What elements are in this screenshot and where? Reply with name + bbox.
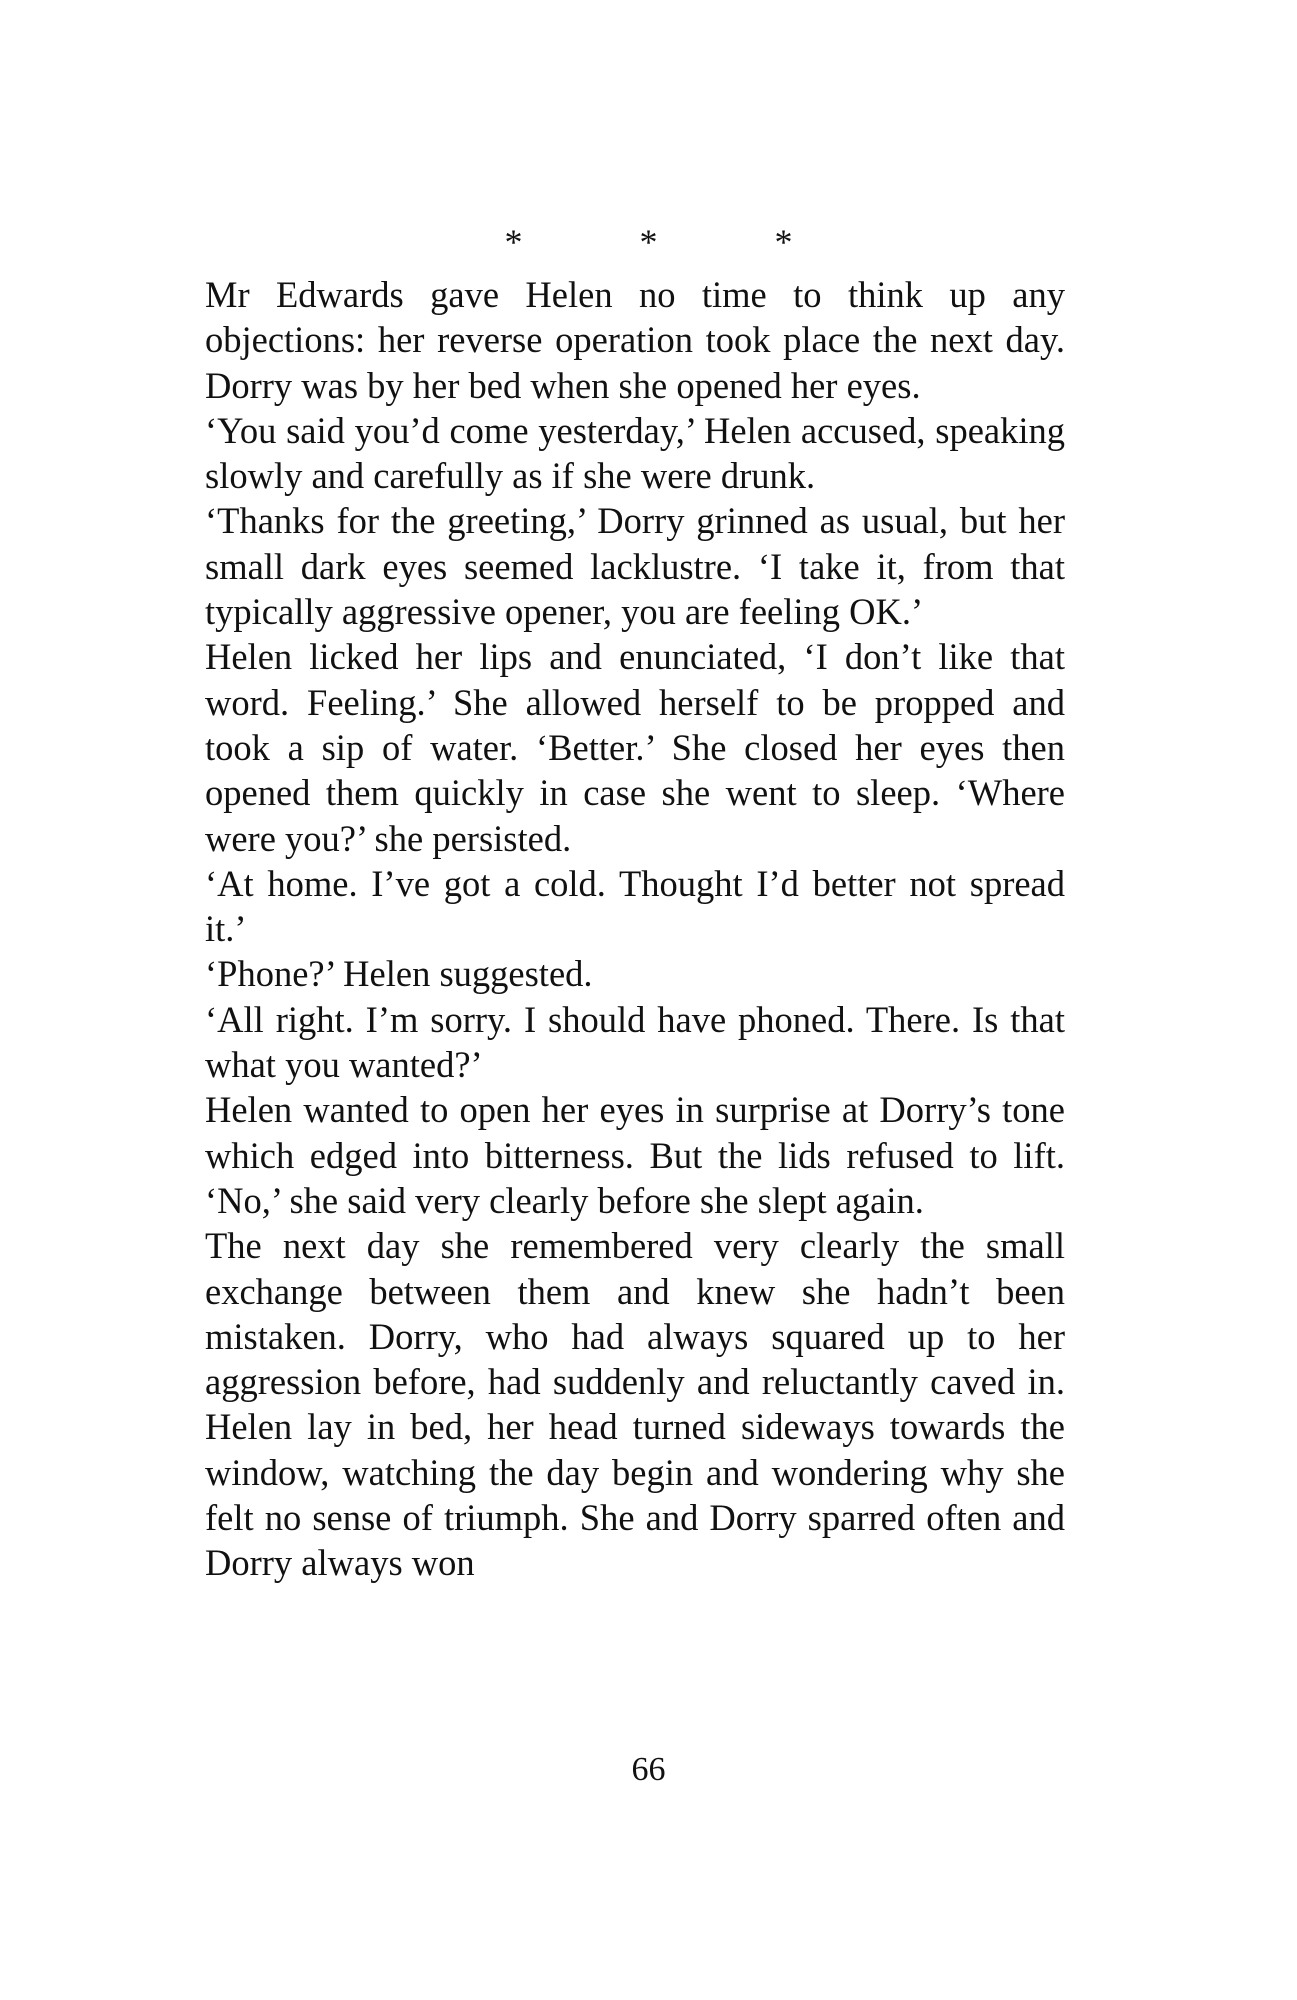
paragraph: Mr Edwards gave Helen no time to think up any objections: her reverse operation took place the next day. Dorry was by her bed when she opened her eyes.	[205, 274, 1065, 406]
paragraph: ‘Phone?’ Helen suggested.	[205, 953, 593, 995]
paragraph: Helen licked her lips and enunciated, ‘I don’t like that word. Feeling.’ She allowed herself to be propped and took a sip of water. ‘Better.’ She closed her eyes then opened them quickly in case she went to sleep. ‘Where were you?’ she persisted.	[205, 636, 1065, 859]
body-text	[205, 272, 1065, 1586]
section-break: * * *	[504, 222, 847, 262]
paragraph: ‘At home. I’ve got a cold. Thought I’d better not spread it.’	[205, 862, 1065, 950]
paragraph: ‘You said you’d come yesterday,’ Helen accused, speaking slowly and carefully as if she were drunk.	[205, 409, 1065, 497]
paragraph: Helen wanted to open her eyes in surprise at Dorry’s tone which edged into bitterness. But the lids refused to lift. ‘No,’ she said very clearly before she slept again.	[205, 1089, 1065, 1221]
page-number: 66	[631, 1751, 666, 1788]
paragraph: ‘All right. I’m sorry. I should have phoned. There. Is that what you wanted?’	[205, 998, 1065, 1086]
paragraph: ‘Thanks for the greeting,’ Dorry grinned as usual, but her small dark eyes seemed lacklustre. ‘I take it, from that typically aggressive opener, you are feeling OK.’	[205, 500, 1065, 633]
paragraph: The next day she remembered very clearly the small exchange between them and knew she hadn’t been mistaken. Dorry, who had always squared up to her aggression before, had suddenly and reluctantly caved in. Helen lay in bed, her head turned sideways towards the window, watching the day begin and wondering why she felt no sense of triumph. She and Dorry sparred often and Dorry always won	[205, 1225, 1065, 1584]
